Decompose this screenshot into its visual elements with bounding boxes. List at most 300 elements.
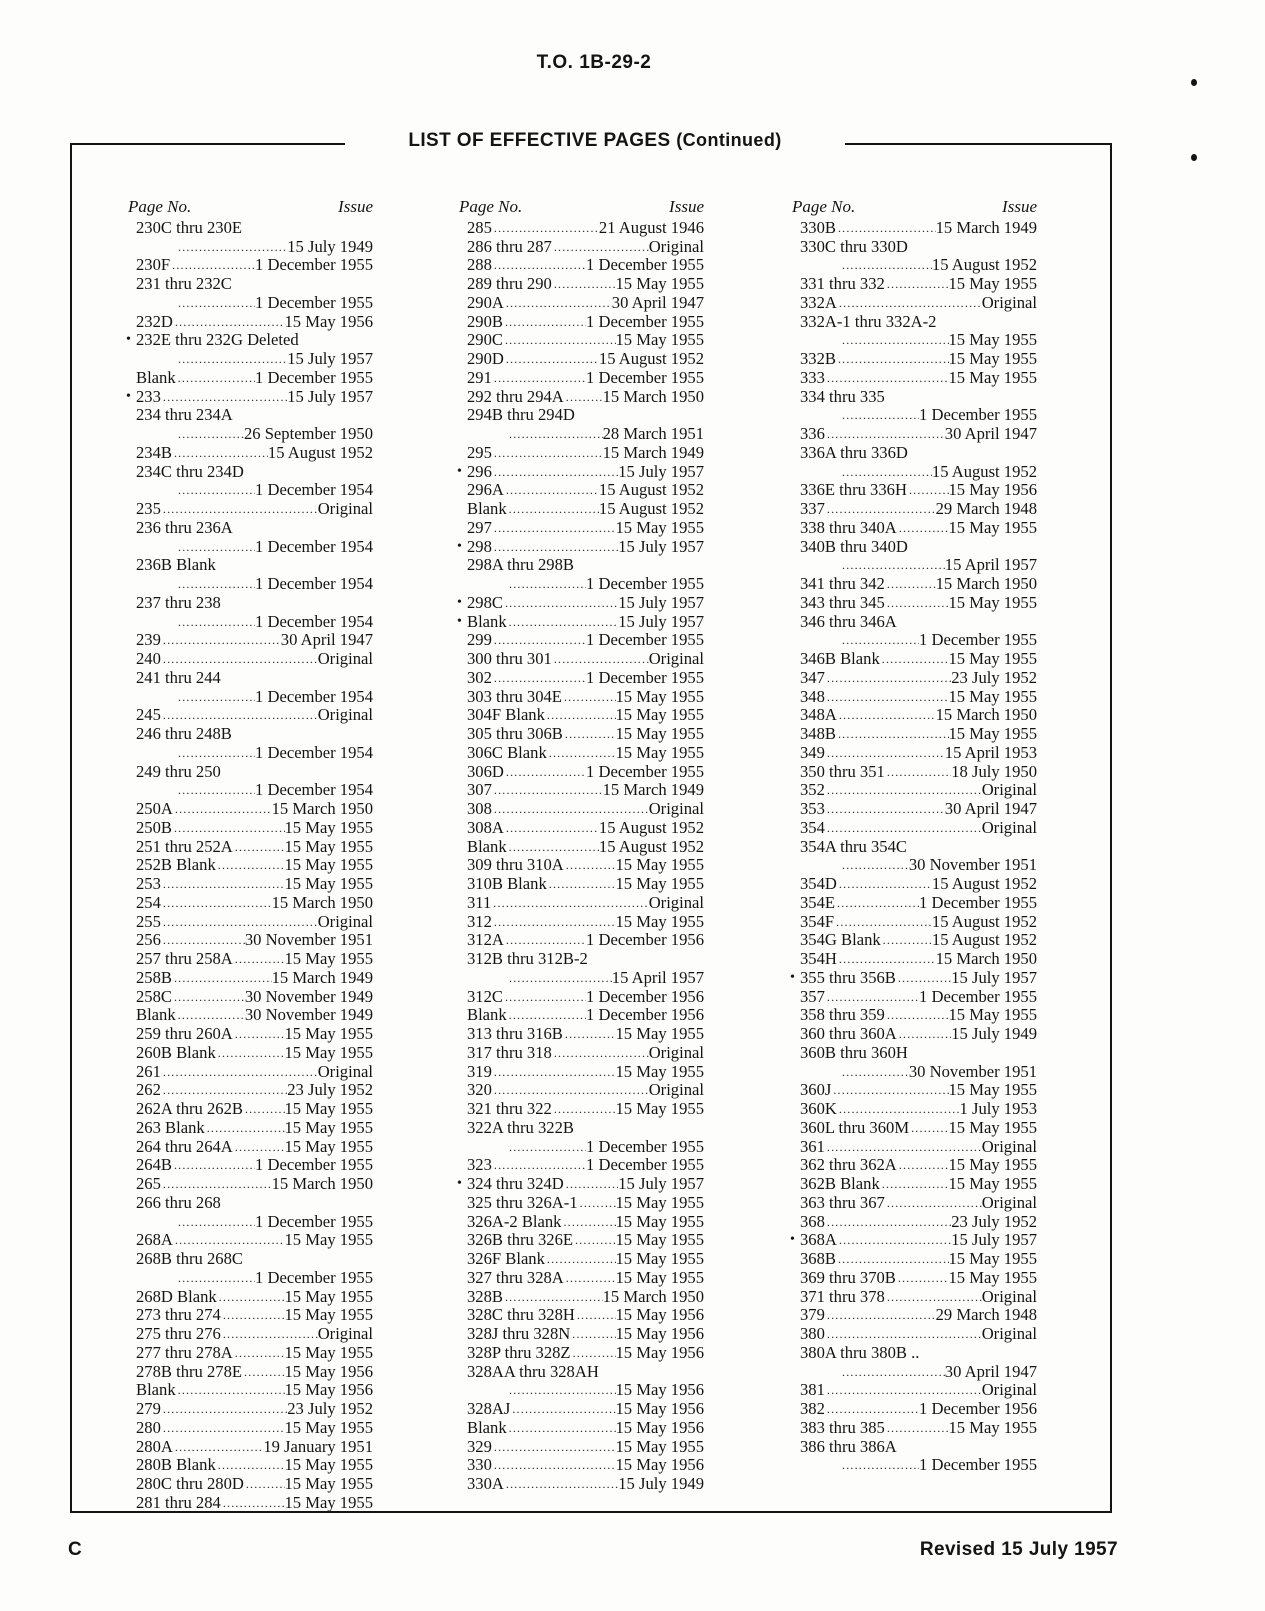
- issue-date: 1 December 1954: [255, 742, 373, 762]
- entry-row: [136, 256, 373, 275]
- dot-leader: [172, 1156, 255, 1175]
- issue-date: 30 November 1951: [908, 855, 1037, 875]
- issue-date: 15 May 1955: [284, 1455, 373, 1475]
- entry-row: [126, 386, 373, 407]
- dot-leader: [233, 838, 285, 857]
- dot-leader: [552, 1044, 649, 1063]
- dot-leader: [503, 313, 586, 332]
- dot-leader: [176, 1269, 255, 1288]
- dot-leader: [907, 481, 949, 500]
- issue-date: 29 March 1948: [935, 1305, 1037, 1325]
- entry-row: [136, 1044, 373, 1063]
- dot-leader: [172, 819, 285, 838]
- issue-date: Original: [648, 1080, 704, 1100]
- page-number: 320: [467, 1080, 492, 1100]
- dot-leader: [825, 500, 936, 519]
- issue-date: 1 December 1955: [586, 1136, 704, 1156]
- dot-leader: [161, 931, 245, 950]
- entry-row: [800, 238, 1037, 257]
- issue-date: 15 May 1955: [284, 1042, 373, 1062]
- dot-leader: [492, 256, 586, 275]
- page-number: 250A: [136, 799, 173, 818]
- entry-row: [136, 219, 373, 238]
- page-number: 310B Blank: [467, 874, 547, 893]
- page-number: 307: [467, 780, 492, 800]
- entry-row: [800, 1119, 1037, 1138]
- page-number: 230C thru 230E: [136, 217, 243, 237]
- entry-row: [136, 1231, 373, 1250]
- page-number: 281 thru 284: [136, 1492, 221, 1512]
- dot-leader: [507, 1006, 586, 1025]
- entry-row: [467, 856, 704, 875]
- dot-leader: [840, 256, 932, 275]
- entry-row: [467, 1156, 704, 1175]
- page-number: 348: [800, 686, 825, 706]
- dot-leader: [570, 1325, 615, 1344]
- page-number: 332B: [800, 349, 836, 368]
- dot-leader: [176, 575, 255, 594]
- issue-date: 1 December 1954: [255, 536, 373, 556]
- entry-row: [467, 1231, 704, 1250]
- entry-row: [800, 1400, 1037, 1419]
- entry-row: [467, 575, 704, 594]
- dot-leader: [221, 1325, 318, 1344]
- issue-date: 15 March 1950: [271, 892, 373, 912]
- entry-row: [457, 592, 704, 613]
- entry-row: [800, 594, 1037, 613]
- issue-date: 1 December 1955: [255, 292, 373, 312]
- dot-leader: [216, 1044, 285, 1063]
- entry-row: [136, 519, 373, 538]
- dot-leader: [840, 1363, 945, 1382]
- entry-row: [467, 913, 704, 932]
- issue-header: Issue: [1002, 197, 1037, 216]
- dot-leader: [562, 688, 616, 707]
- issue-date: 19 January 1951: [263, 1436, 373, 1456]
- dot-leader: [563, 1025, 616, 1044]
- entry-row: [467, 1250, 704, 1269]
- issue-date: 15 May 1955: [615, 911, 704, 931]
- entry-row: [800, 556, 1037, 575]
- issue-date: Original: [981, 1380, 1037, 1400]
- entry-row: [136, 575, 373, 594]
- page-number: 357: [800, 986, 825, 1006]
- page-number: 237 thru 238: [136, 592, 221, 612]
- issue-date: 1 December 1954: [255, 780, 373, 800]
- dot-leader: [880, 1175, 949, 1194]
- issue-date: 15 July 1949: [287, 236, 373, 256]
- entry-row: [136, 1213, 373, 1232]
- issue-date: 15 March 1950: [602, 386, 704, 406]
- entry-row: [136, 669, 373, 688]
- entry-row: [467, 1025, 704, 1044]
- issue-date: 15 May 1955: [284, 1136, 373, 1156]
- entry-row: [467, 388, 704, 407]
- page-number: 323: [467, 1155, 492, 1175]
- page-number: 265: [136, 1174, 161, 1193]
- issue-date: 15 May 1955: [948, 367, 1037, 387]
- column-3: [792, 198, 1037, 1475]
- dot-leader: [885, 1194, 982, 1213]
- page-number: 234B: [136, 442, 172, 462]
- dot-leader: [825, 1400, 919, 1419]
- page-number: Blank: [467, 499, 507, 518]
- issue-date: 15 July 1957: [618, 536, 704, 556]
- entry-row: [800, 1419, 1037, 1438]
- page-number: 297: [467, 517, 492, 537]
- issue-date: 30 April 1947: [944, 424, 1037, 443]
- dot-leader: [825, 425, 945, 444]
- dot-leader: [176, 538, 255, 557]
- page-number: 232E thru 232G Deleted: [136, 330, 299, 350]
- entry-row: [800, 519, 1037, 538]
- dot-leader: [161, 1400, 287, 1419]
- dot-leader: [233, 950, 285, 969]
- page-number: 328C thru 328H: [467, 1305, 575, 1325]
- issue-date: 15 July 1957: [618, 611, 704, 631]
- entry-row: [467, 650, 704, 669]
- issue-date: Original: [648, 649, 704, 668]
- issue-date: 15 May 1955: [615, 1211, 704, 1231]
- page-number: 292 thru 294A: [467, 386, 564, 406]
- dot-leader: [161, 631, 281, 650]
- issue-date: 15 May 1955: [948, 592, 1037, 612]
- page-number: 289 thru 290: [467, 274, 552, 293]
- page-number: 233: [136, 386, 161, 406]
- issue-date: 15 May 1955: [948, 1005, 1037, 1025]
- page-number: 239: [136, 630, 161, 650]
- dot-leader: [564, 856, 616, 875]
- issue-date: 30 April 1947: [280, 630, 373, 650]
- issue-date: Original: [648, 236, 704, 256]
- page-number: 360L thru 360M: [800, 1117, 910, 1137]
- entry-row: [800, 219, 1037, 238]
- dot-leader: [176, 369, 255, 388]
- page-number: 381: [800, 1380, 825, 1400]
- entry-row: [136, 800, 373, 819]
- dot-leader: [825, 369, 949, 388]
- issue-date: 1 December 1955: [255, 1267, 373, 1287]
- entry-row: [800, 538, 1037, 557]
- page-number: 288: [467, 255, 492, 275]
- entry-row: [136, 1419, 373, 1438]
- dot-leader: [492, 781, 603, 800]
- page-number: 236B Blank: [136, 555, 216, 575]
- entry-row: [467, 238, 704, 257]
- issue-date: 15 May 1955: [948, 1155, 1037, 1175]
- issue-date: 15 May 1955: [615, 1267, 704, 1287]
- entry-row: [136, 913, 373, 932]
- page-number: 312: [467, 911, 492, 931]
- page-number: 258C: [136, 986, 172, 1006]
- dot-leader: [837, 875, 932, 894]
- entry-row: [467, 1100, 704, 1119]
- dot-leader: [885, 575, 936, 594]
- entry-row: [136, 1119, 373, 1138]
- page-number: 309 thru 310A: [467, 855, 564, 875]
- dot-leader: [885, 763, 951, 782]
- dot-leader: [243, 1100, 285, 1119]
- dot-leader: [825, 819, 982, 838]
- dot-leader: [840, 1456, 919, 1475]
- page-number: 328J thru 328N: [467, 1324, 571, 1343]
- page-number: 296A: [467, 480, 504, 500]
- dot-leader: [233, 1138, 285, 1157]
- issue-date: 15 May 1955: [284, 1117, 373, 1137]
- entry-row: [800, 1063, 1037, 1082]
- entry-row: [800, 350, 1037, 369]
- page-number: 303 thru 304E: [467, 686, 562, 706]
- entry-row: [467, 1306, 704, 1325]
- issue-date: 15 May 1955: [284, 817, 373, 837]
- entry-row: [136, 1400, 373, 1419]
- entry-row: [136, 1475, 373, 1494]
- entry-row: [467, 838, 704, 857]
- dot-leader: [244, 1475, 285, 1494]
- entry-row: [136, 1288, 373, 1307]
- dot-leader: [573, 1231, 615, 1250]
- entry-row: [800, 781, 1037, 800]
- dot-leader: [837, 706, 936, 725]
- entry-row: [467, 819, 704, 838]
- entry-row: [467, 519, 704, 538]
- dot-leader: [507, 1381, 616, 1400]
- issue-date: Original: [317, 1324, 373, 1343]
- issue-date: 1 December 1955: [919, 405, 1037, 425]
- entry-row: [136, 1025, 373, 1044]
- page-number: 300 thru 301: [467, 649, 552, 668]
- issue-date: 15 May 1955: [284, 1286, 373, 1306]
- issue-date: 15 July 1949: [951, 1024, 1037, 1043]
- entry-row: [800, 1044, 1037, 1063]
- dot-leader: [161, 1175, 272, 1194]
- issue-date: 15 August 1952: [267, 442, 373, 462]
- entry-row: [800, 706, 1037, 725]
- dot-leader: [173, 313, 285, 332]
- entry-row: [136, 1438, 373, 1457]
- page-number: 298: [467, 536, 492, 556]
- page-number: 308A: [467, 817, 504, 837]
- dot-leader: [564, 1175, 618, 1194]
- issue-date: Original: [981, 1136, 1037, 1156]
- dot-leader: [561, 1213, 615, 1232]
- change-marker-icon: •: [457, 538, 462, 554]
- dot-leader: [837, 950, 936, 969]
- issue-date: 15 May 1955: [615, 1099, 704, 1118]
- issue-date: 15 March 1950: [271, 1174, 373, 1193]
- page-no-header: Page No.: [792, 197, 856, 216]
- dot-leader: [840, 463, 932, 482]
- page-number: 341 thru 342: [800, 574, 885, 593]
- entry-row: [467, 669, 704, 688]
- dot-leader: [552, 650, 649, 669]
- page-number: 304F Blank: [467, 705, 545, 725]
- entry-row: [136, 1456, 373, 1475]
- issue-date: 1 December 1955: [586, 667, 704, 687]
- dot-leader: [552, 275, 616, 294]
- entry-row: [800, 1156, 1037, 1175]
- page-number: 317 thru 318: [467, 1042, 552, 1062]
- issue-date: 15 May 1956: [948, 480, 1037, 500]
- entry-row: [136, 725, 373, 744]
- issue-date: 15 May 1955: [948, 1080, 1037, 1100]
- dot-leader: [578, 1194, 616, 1213]
- issue-date: 15 May 1955: [948, 274, 1037, 293]
- issue-date: Original: [648, 892, 704, 912]
- column-header: [459, 198, 704, 217]
- dot-leader: [840, 1063, 909, 1082]
- issue-date: 1 December 1955: [586, 630, 704, 650]
- dot-leader: [242, 1363, 284, 1382]
- issue-date: 1 December 1954: [255, 480, 373, 500]
- issue-date: 30 November 1951: [908, 1061, 1037, 1081]
- page-number: 296: [467, 461, 492, 481]
- page-number: 380: [800, 1324, 825, 1343]
- page-number: 252B Blank: [136, 855, 216, 875]
- issue-date: Original: [317, 911, 373, 931]
- page-number: 240: [136, 649, 161, 668]
- entry-row: [136, 856, 373, 875]
- entry-row: [457, 611, 704, 632]
- issue-date: 30 April 1947: [944, 1361, 1037, 1381]
- entry-row: [467, 1063, 704, 1082]
- page-no-header: Page No.: [459, 197, 523, 216]
- dot-leader: [825, 688, 949, 707]
- issue-date: 15 August 1952: [931, 461, 1037, 481]
- page-number: 273 thru 274: [136, 1305, 221, 1325]
- page-number: 235: [136, 499, 161, 518]
- issue-date: 1 December 1955: [919, 1455, 1037, 1475]
- dot-leader: [552, 1100, 616, 1119]
- dot-leader: [885, 594, 949, 613]
- dot-leader: [161, 500, 318, 519]
- dot-leader: [491, 894, 648, 913]
- page-number: 338 thru 340A: [800, 517, 897, 537]
- entry-row: [136, 481, 373, 500]
- issue-date: 15 May 1955: [615, 742, 704, 762]
- entry-row: [800, 650, 1037, 669]
- entry-row: [467, 725, 704, 744]
- entry-row: [800, 256, 1037, 275]
- issue-date: 30 April 1947: [611, 292, 704, 312]
- entry-row: [136, 1381, 373, 1400]
- issue-date: 29 March 1948: [935, 499, 1037, 518]
- dot-leader: [547, 875, 616, 894]
- issue-date: 15 May 1956: [284, 311, 373, 331]
- entry-row: [800, 1306, 1037, 1325]
- dot-leader: [161, 913, 318, 932]
- issue-date: Original: [317, 649, 373, 668]
- entry-row: [136, 950, 373, 969]
- page-number: 353: [800, 799, 825, 818]
- issue-date: 15 May 1955: [615, 517, 704, 537]
- page-letter: C: [68, 1539, 82, 1560]
- dot-leader: [885, 1006, 949, 1025]
- entry-row: [800, 1194, 1037, 1213]
- page-number: 305 thru 306B: [467, 724, 563, 743]
- issue-date: Original: [981, 292, 1037, 312]
- page-number: 326B thru 326E: [467, 1230, 574, 1250]
- issue-date: 15 May 1956: [615, 1305, 704, 1325]
- entry-row: [467, 1438, 704, 1457]
- entry-row: [136, 500, 373, 519]
- dot-leader: [176, 1006, 245, 1025]
- entry-row: [136, 425, 373, 444]
- issue-date: 15 May 1955: [948, 1267, 1037, 1287]
- issue-date: 15 May 1955: [284, 1492, 373, 1512]
- issue-header: Issue: [338, 197, 373, 216]
- entry-row: [136, 988, 373, 1007]
- page-number: 330: [467, 1455, 492, 1475]
- entry-list: [792, 219, 1037, 1475]
- page-number: 360K: [800, 1099, 837, 1118]
- issue-date: 15 May 1955: [615, 274, 704, 293]
- dot-leader: [507, 1138, 586, 1157]
- issue-date: 15 May 1955: [615, 1192, 704, 1212]
- dot-leader: [837, 1231, 951, 1250]
- entry-row: [467, 556, 704, 575]
- entry-row: [136, 275, 373, 294]
- entry-row: [136, 650, 373, 669]
- page-number: 333: [800, 367, 825, 387]
- issue-date: 15 August 1952: [931, 911, 1037, 931]
- dot-leader: [575, 1306, 616, 1325]
- column-header: [128, 198, 373, 217]
- entry-row: [467, 894, 704, 913]
- entry-row: [800, 894, 1037, 913]
- issue-date: 15 August 1952: [931, 930, 1037, 950]
- issue-date: 15 August 1952: [931, 874, 1037, 893]
- entry-row: [136, 819, 373, 838]
- page-number: 234C thru 234D: [136, 461, 244, 481]
- dot-leader: [492, 1156, 586, 1175]
- entry-row: [467, 950, 704, 969]
- entry-row: [136, 594, 373, 613]
- dot-leader: [507, 969, 612, 988]
- issue-date: 15 May 1955: [948, 686, 1037, 706]
- change-marker-icon: •: [457, 463, 462, 479]
- entry-row: [136, 1156, 373, 1175]
- page-number: 312A: [467, 930, 504, 950]
- page-number: 277 thru 278A: [136, 1342, 233, 1362]
- entry-row: [136, 294, 373, 313]
- page-number: 354F: [800, 911, 835, 931]
- issue-date: 1 December 1956: [586, 1005, 704, 1025]
- page-number: 313 thru 316B: [467, 1024, 563, 1043]
- dot-leader: [885, 1288, 982, 1307]
- issue-date: 15 August 1952: [598, 817, 704, 837]
- dot-leader: [504, 481, 599, 500]
- issue-date: 1 December 1956: [586, 930, 704, 950]
- entry-row: [800, 575, 1037, 594]
- dot-leader: [176, 1213, 255, 1232]
- entry-row: [467, 781, 704, 800]
- page-number: 360J: [800, 1080, 832, 1100]
- entry-row: [800, 1081, 1037, 1100]
- issue-date: 23 July 1952: [287, 1080, 373, 1100]
- issue-date: 15 March 1950: [935, 574, 1037, 593]
- entry-row: [800, 1325, 1037, 1344]
- entry-row: [136, 631, 373, 650]
- page-number: 279: [136, 1399, 161, 1418]
- dot-leader: [504, 931, 586, 950]
- dot-leader: [492, 369, 586, 388]
- entry-row: [800, 631, 1037, 650]
- entry-row: [136, 894, 373, 913]
- page-number: 258B: [136, 967, 172, 987]
- page-number: 261: [136, 1061, 161, 1081]
- page-number: 336A thru 336D: [800, 442, 908, 462]
